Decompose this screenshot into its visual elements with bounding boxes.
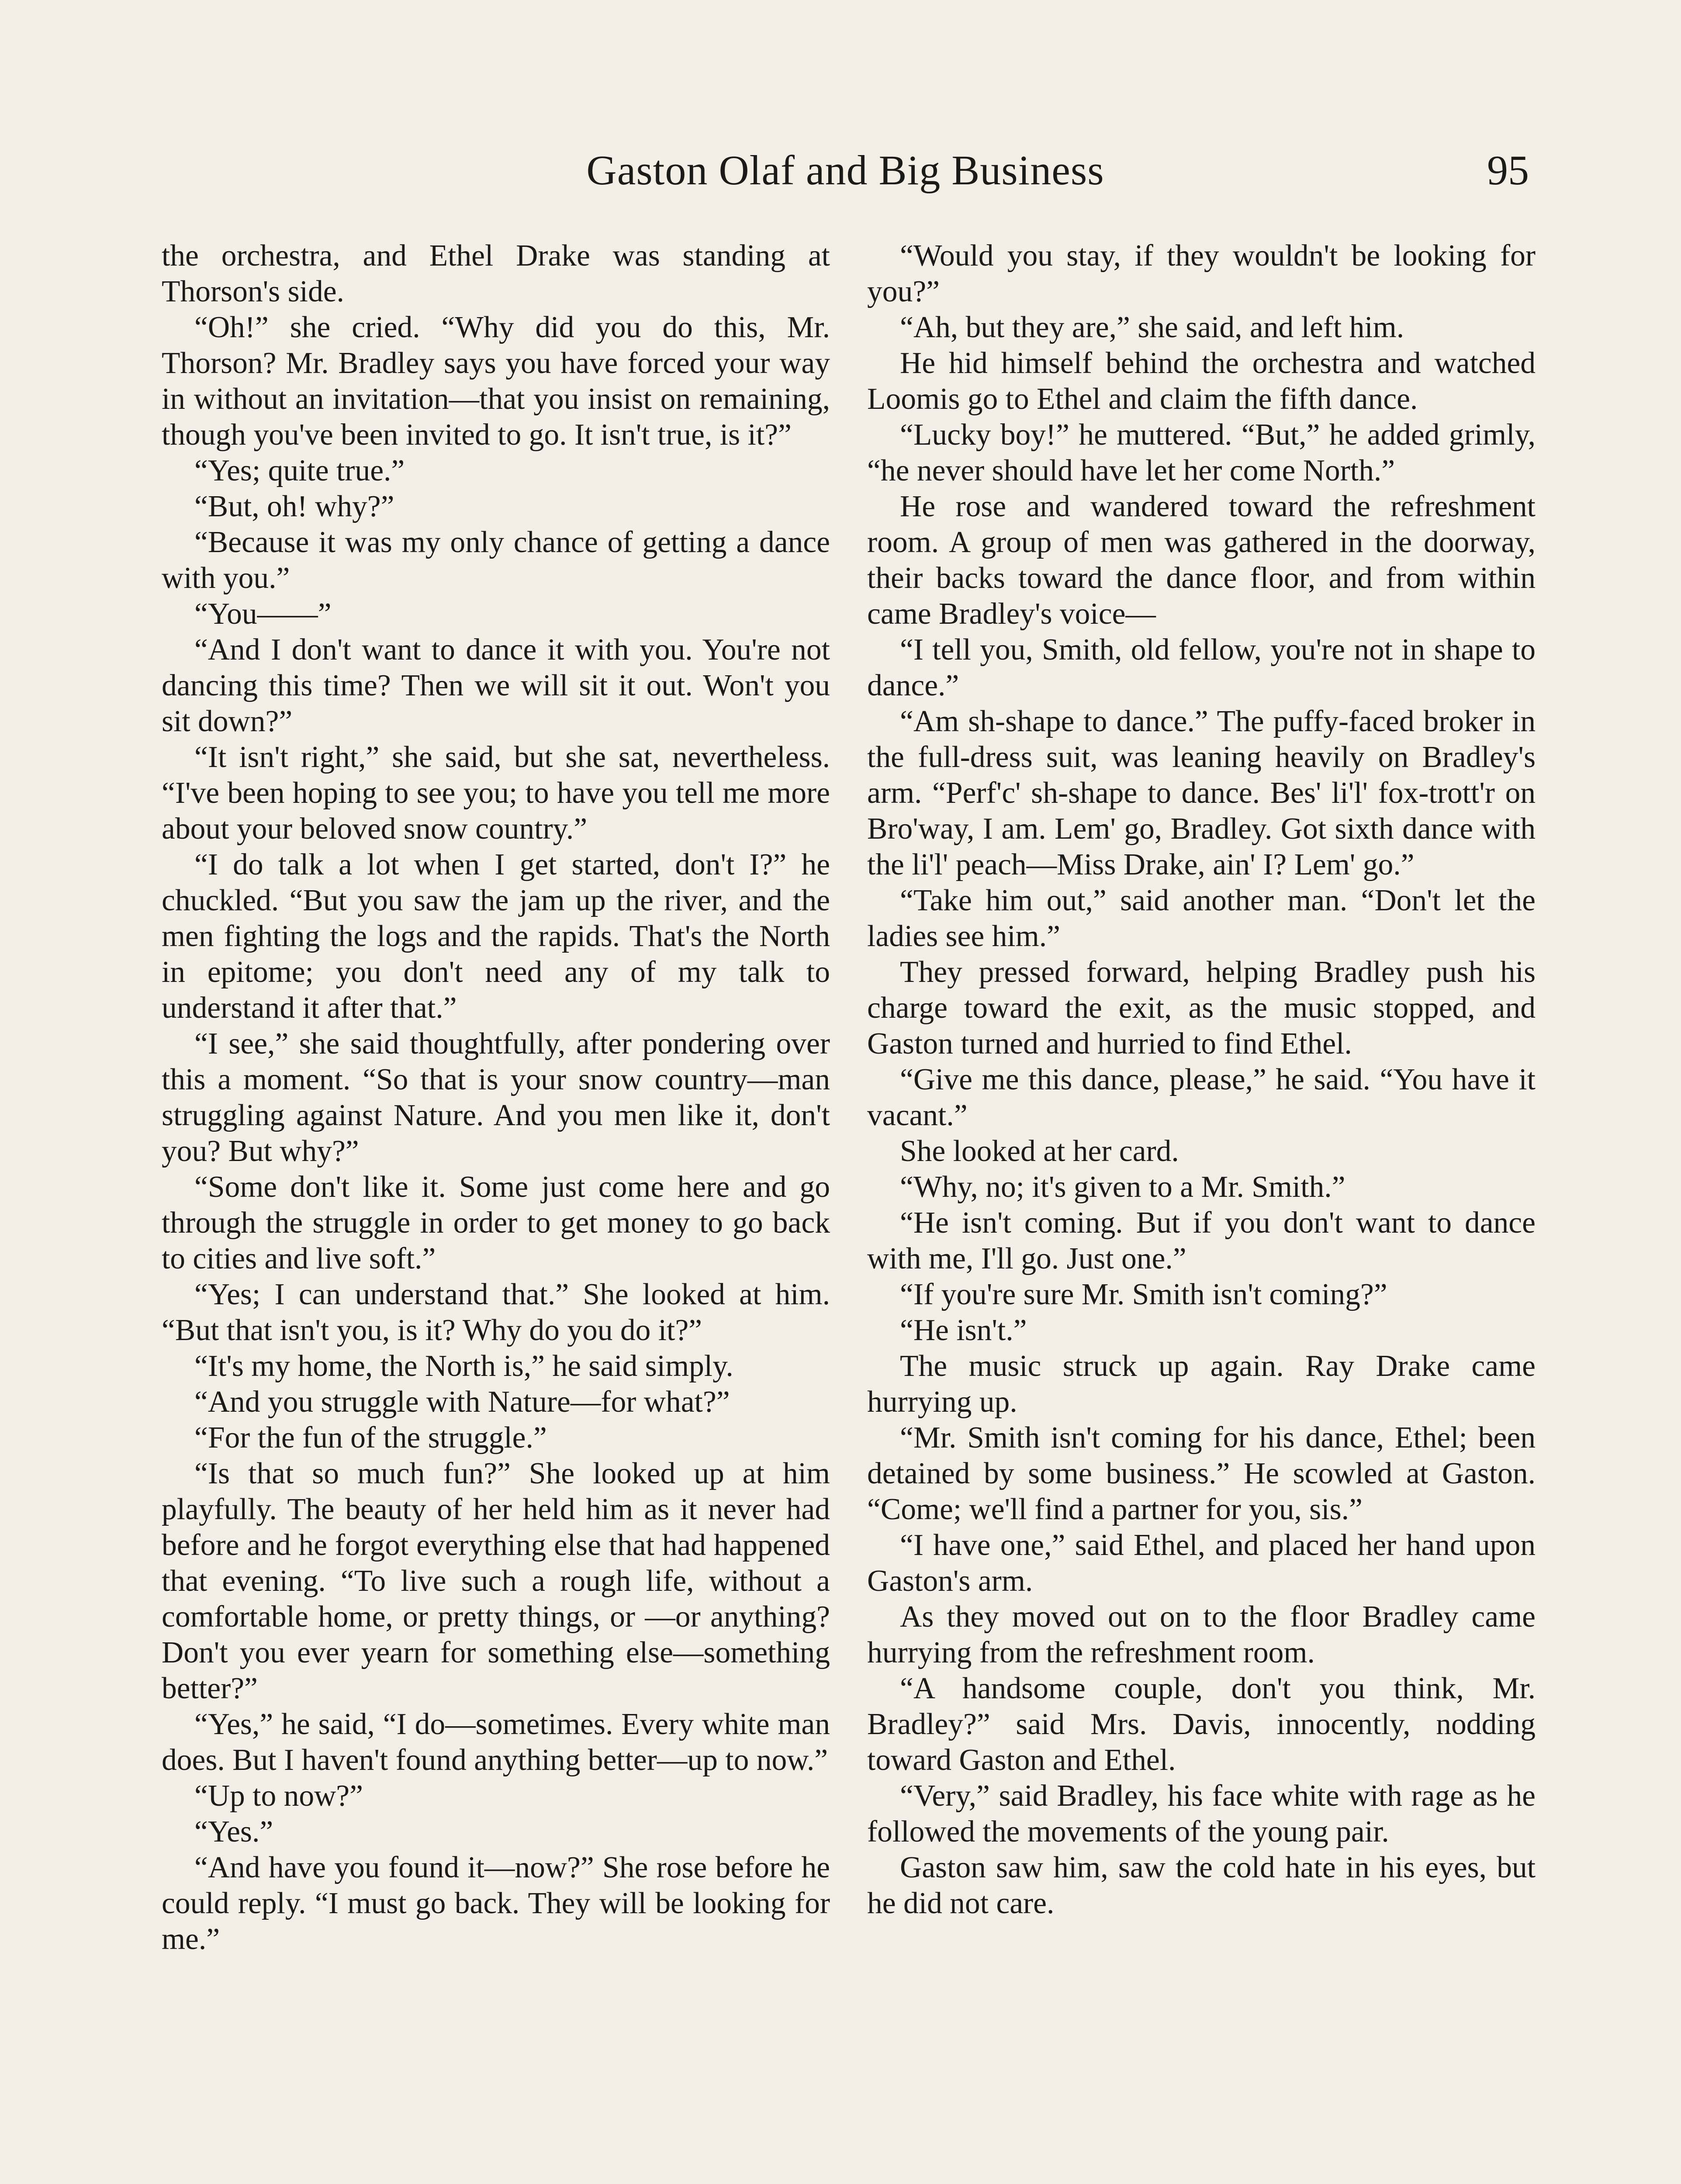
paragraph: The music struck up again. Ray Drake came hurrying up. xyxy=(867,1349,1536,1419)
right-column xyxy=(867,238,1536,1921)
paragraph: “Because it was my only chance of getting a dance with you.” xyxy=(162,525,830,595)
page-header xyxy=(162,144,1529,205)
paragraph: “For the fun of the struggle.” xyxy=(194,1421,547,1455)
paragraph: “And have you found it—now?” She rose before he could reply. “I must go back. They will be looking for me.” xyxy=(162,1851,830,1956)
paragraph: “I tell you, Smith, old fellow, you're not in shape to dance.” xyxy=(867,633,1536,702)
paragraph: “Yes,” he said, “I do—sometimes. Every white man does. But I haven't found anything better—up to now.” xyxy=(162,1707,830,1777)
paragraph: “If you're sure Mr. Smith isn't coming?” xyxy=(900,1278,1387,1311)
paragraph: “Yes.” xyxy=(194,1815,273,1849)
paragraph: “It isn't right,” she said, but she sat, nevertheless. “I've been hoping to see you; to have you tell me more about your beloved snow country.” xyxy=(162,740,830,846)
paragraph: “Am sh-shape to dance.” The puffy-faced broker in the full-dress suit, was leaning heavily on Bradley's arm. “Perf'c' sh-shape to dance. Bes' li'l' fox-trott'r on Bro'way, I am. Lem' go, Bradley. Got sixth dance with the li'l' peach—Miss Drake, ain' I? Lem' go.” xyxy=(867,705,1536,881)
page-number: 95 xyxy=(1487,147,1529,194)
paragraph: “And you struggle with Nature—for what?” xyxy=(194,1385,730,1419)
paragraph: “Why, no; it's given to a Mr. Smith.” xyxy=(900,1170,1345,1204)
paragraph: “Give me this dance, please,” he said. “You have it vacant.” xyxy=(867,1063,1536,1132)
paragraph: He hid himself behind the orchestra and watched Loomis go to Ethel and claim the fifth dance. xyxy=(867,346,1536,416)
paragraph: “I do talk a lot when I get started, don't I?” he chuckled. “But you saw the jam up the river, and the men fighting the logs and the rapids. That's the North in epitome; you don't need any of my talk to understand it after that.” xyxy=(162,848,830,1025)
paragraph: She looked at her card. xyxy=(900,1134,1179,1168)
paragraph: “A handsome couple, don't you think, Mr. Bradley?” said Mrs. Davis, innocently, nodding toward Gaston and Ethel. xyxy=(867,1672,1536,1777)
paragraph: “I see,” she said thoughtfully, after pondering over this a moment. “So that is your snow country—man struggling against Nature. And you men like it, don't you? But why?” xyxy=(162,1027,830,1168)
paragraph: “And I don't want to dance it with you. You're not dancing this time? Then we will sit it out. Won't you sit down?” xyxy=(162,633,830,738)
paragraph: “Up to now?” xyxy=(194,1779,363,1813)
paragraph: “Yes; I can understand that.” She looked at him. “But that isn't you, is it? Why do you do it?” xyxy=(162,1278,830,1347)
paragraph: As they moved out on to the floor Bradley came hurrying from the refreshment room. xyxy=(867,1600,1536,1669)
paragraph: Gaston saw him, saw the cold hate in his eyes, but he did not care. xyxy=(867,1851,1536,1920)
paragraph: “Is that so much fun?” She looked up at him playfully. The beauty of her held him as it never had before and he forgot everything else that had happened that evening. “To live such a rough life, without a comfortable home, or pretty things, or —or anything? Don't you ever yearn for something else—something better?” xyxy=(162,1457,830,1705)
paragraph: “Ah, but they are,” she said, and left him. xyxy=(900,311,1404,344)
paragraph: “Take him out,” said another man. “Don't let the ladies see him.” xyxy=(867,884,1536,953)
paragraph: “Mr. Smith isn't coming for his dance, Ethel; been detained by some business.” He scowled at Gaston. “Come; we'll find a partner for you, sis.” xyxy=(867,1421,1536,1526)
paragraph: “He isn't coming. But if you don't want to dance with me, I'll go. Just one.” xyxy=(867,1206,1536,1275)
paragraph: “But, oh! why?” xyxy=(194,490,394,523)
paragraph: “Oh!” she cried. “Why did you do this, Mr. Thorson? Mr. Bradley says you have forced your way in without an invitation—that you insist on remaining, though you've been invited to go. It isn't true, is it?” xyxy=(162,311,830,452)
paragraph: “I have one,” said Ethel, and placed her hand upon Gaston's arm. xyxy=(867,1528,1536,1598)
paragraph: the orchestra, and Ethel Drake was standing at Thorson's side. xyxy=(162,239,830,308)
paragraph: “It's my home, the North is,” he said simply. xyxy=(194,1349,733,1383)
paragraph: He rose and wandered toward the refreshment room. A group of men was gathered in the doorway, their backs toward the dance floor, and from within came Bradley's voice— xyxy=(867,490,1536,631)
paragraph: “Would you stay, if they wouldn't be looking for you?” xyxy=(867,239,1536,308)
paragraph: “You——” xyxy=(194,597,332,631)
paragraph: “Lucky boy!” he muttered. “But,” he added grimly, “he never should have let her come North.” xyxy=(867,418,1536,487)
paragraph: “Very,” said Bradley, his face white with rage as he followed the movements of the young pair. xyxy=(867,1779,1536,1849)
paragraph: “Some don't like it. Some just come here and go through the struggle in order to get money to go back to cities and live soft.” xyxy=(162,1170,830,1275)
running-title: Gaston Olaf and Big Business xyxy=(586,147,1104,194)
left-column xyxy=(162,238,830,1957)
paragraph: They pressed forward, helping Bradley push his charge toward the exit, as the music stopped, and Gaston turned and hurried to find Ethel. xyxy=(867,955,1536,1061)
paragraph: “Yes; quite true.” xyxy=(194,454,405,487)
paragraph: “He isn't.” xyxy=(900,1313,1027,1347)
